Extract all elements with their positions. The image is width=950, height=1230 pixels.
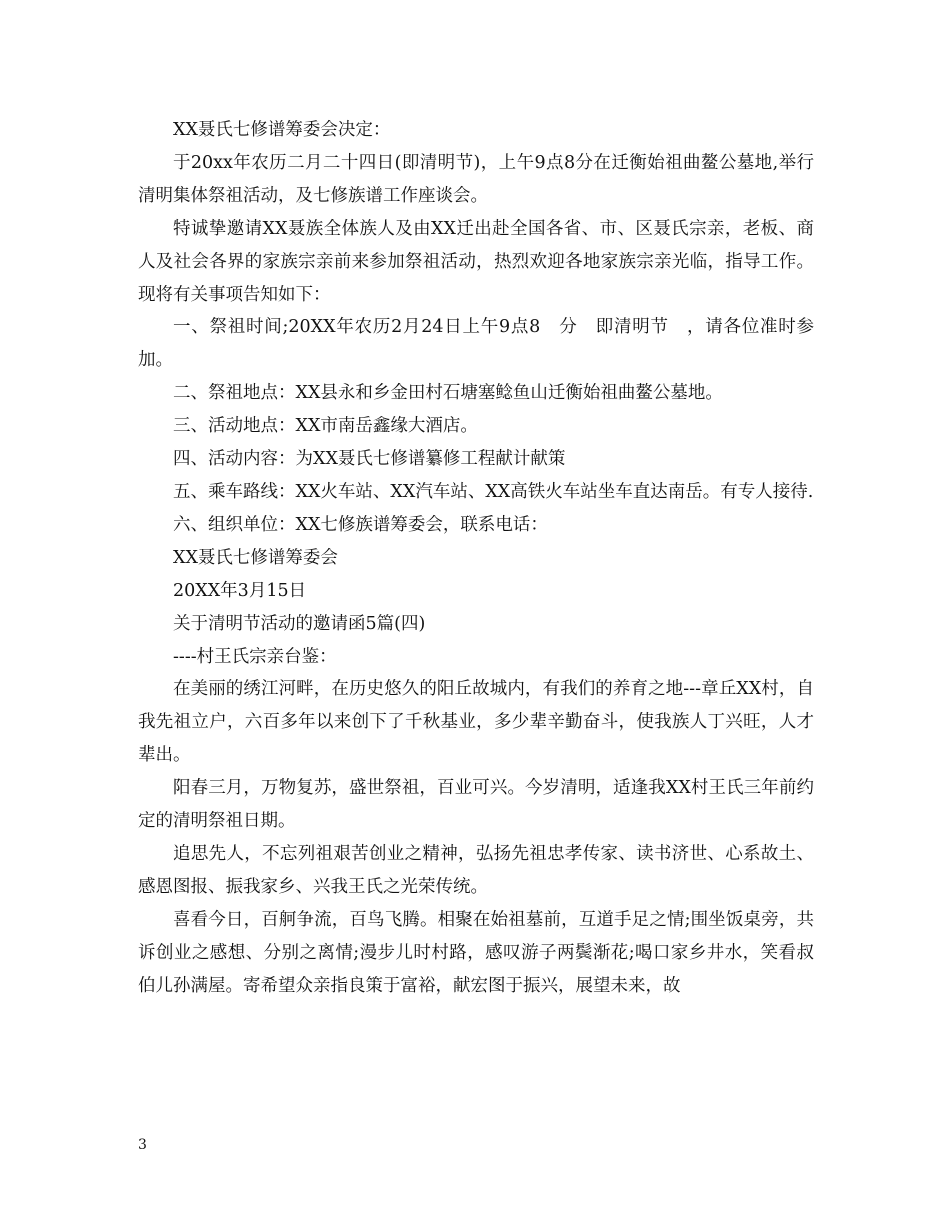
paragraph-spring-festival: 阳春三月，万物复苏，盛世祭祖，百业可兴。今岁清明，适逢我XX村王氏三年前约定的清明祭祖日期。 [138, 778, 814, 832]
paragraph-ceremony-time: 一、祭祖时间;20XX年农历2月24日上午9点8 分 即清明节 ，请各位准时参加。 [138, 317, 814, 371]
paragraph-transport-route: 五、乘车路线：XX火车站、XX汽车站、XX高铁火车站坐车直达南岳。有专人接待. [173, 481, 814, 502]
paragraph-organizer: 六、组织单位：XX七修族谱筹委会，联系电话： [173, 514, 548, 535]
document-body [138, 114, 814, 1002]
paragraph-invitation: 特诚挚邀请XX聂族全体族人及由XX迁出赴全国各省、市、区聂氏宗亲，老板、商人及社会各界的家族宗亲前来参加祭祖活动，热烈欢迎各地家族宗亲光临，指导工作。现将有关事项告知如下： [138, 218, 814, 305]
paragraph-committee-decision: XX聂氏七修谱筹委会决定： [173, 120, 391, 140]
paragraph-signature-date: 20XX年3月15日 [173, 580, 307, 601]
paragraph-ancestral-tradition: 追思先人，不忘列祖艰苦创业之精神，弘扬先祖忠孝传家、读书济世、心系故土、感恩图报、振我家乡、兴我王氏之光荣传统。 [138, 843, 814, 897]
paragraph-activity-content: 四、活动内容：为XX聂氏七修谱纂修工程献计献策 [173, 449, 566, 470]
page-number: 3 [138, 1137, 147, 1153]
paragraph-section-title: 关于清明节活动的邀请函5篇(四) [173, 613, 426, 634]
paragraph-reunion: 喜看今日，百舸争流，百鸟飞腾。相聚在始祖墓前，互道手足之情;围坐饭桌旁，共诉创业之感想、分别之离情;漫步儿时村路，感叹游子两鬓渐花;喝口家乡井水，笑看叔伯儿孙满屋。寄希望众亲指良策于富裕，献宏图于振兴，展望未来，故 [138, 909, 814, 996]
paragraph-salutation: ----村王氏宗亲台鉴： [173, 646, 337, 667]
paragraph-event-schedule: 于20xx年农历二月二十四日(即清明节)，上午9点8分在迁衡始祖曲鳌公墓地,举行清明集体祭祖活动，及七修族谱工作座谈会。 [138, 152, 814, 206]
paragraph-hometown-history: 在美丽的绣江河畔，在历史悠久的阳丘故城内，有我们的养育之地---章丘XX村，自我先祖立户，六百多年以来创下了千秋基业，多少辈辛勤奋斗，使我族人丁兴旺，人才辈出。 [138, 679, 814, 766]
paragraph-ceremony-location: 二、祭祖地点：XX县永和乡金田村石塘塞鲶鱼山迁衡始祖曲鳌公墓地。 [173, 383, 723, 404]
paragraph-activity-location: 三、活动地点：XX市南岳鑫缘大酒店。 [173, 416, 478, 437]
paragraph-signature-committee: XX聂氏七修谱筹委会 [173, 547, 338, 568]
